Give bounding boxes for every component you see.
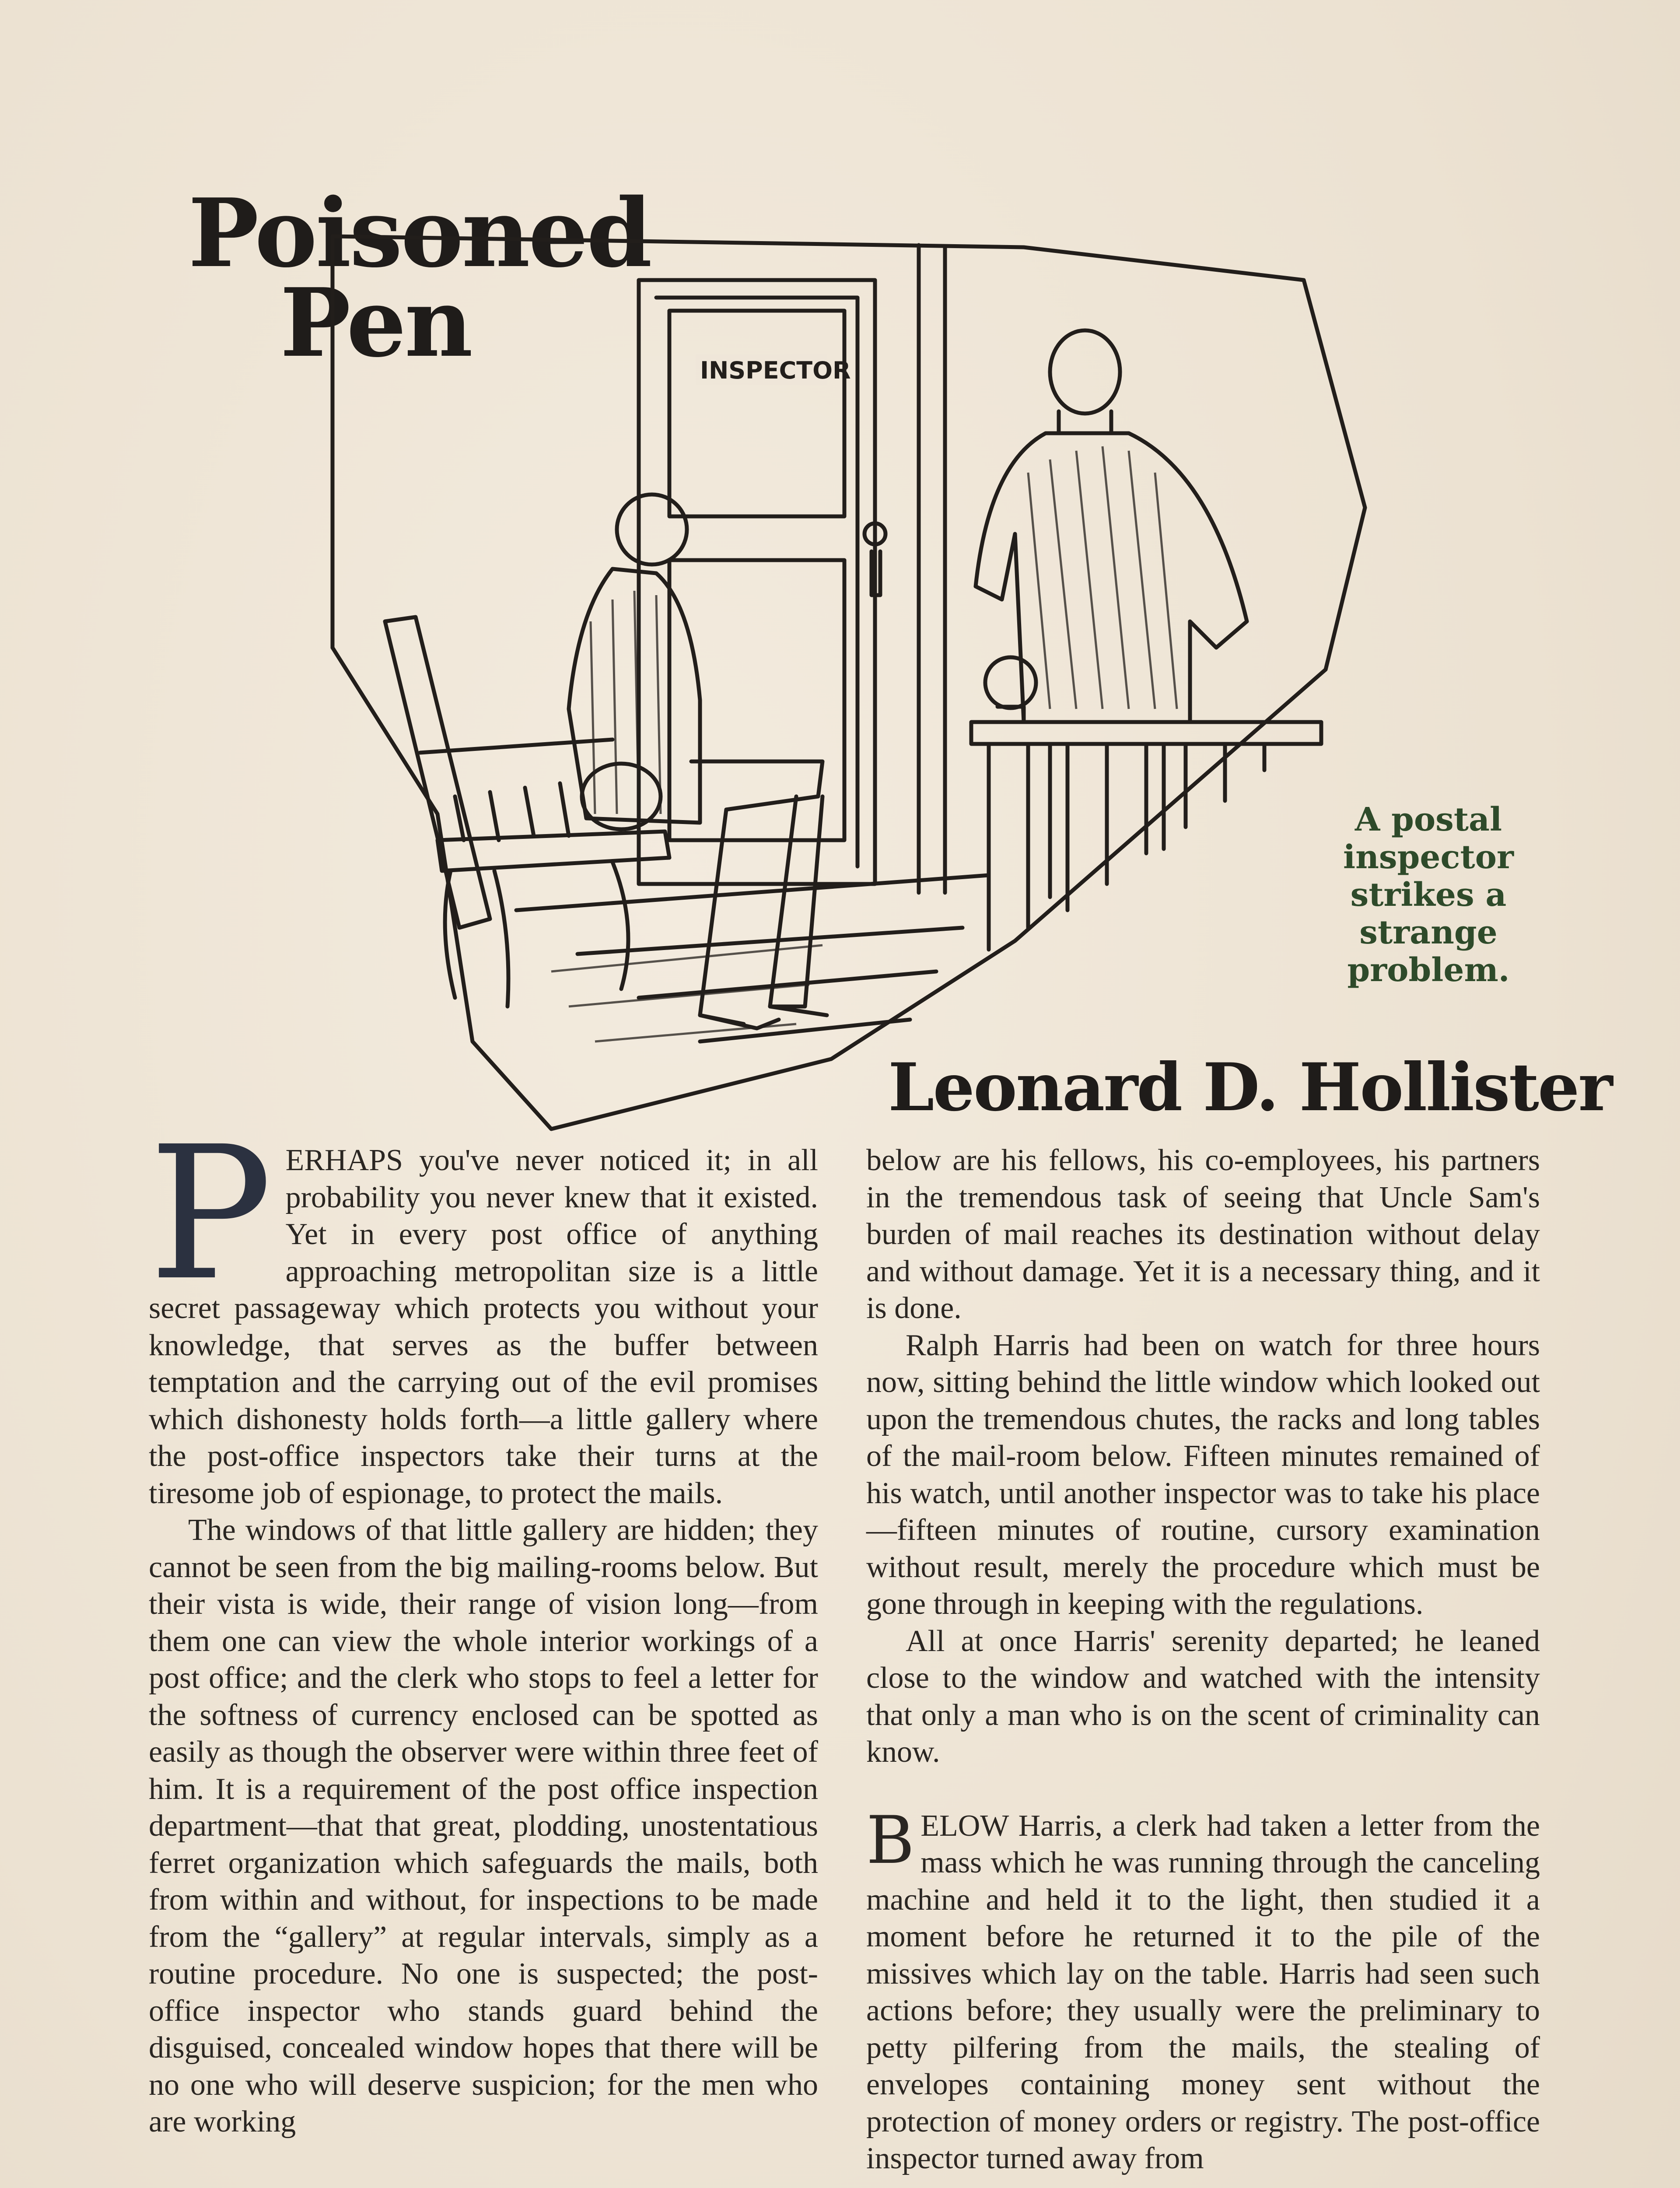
caption-line: A postal bbox=[1354, 801, 1502, 838]
paragraph bbox=[866, 1802, 1540, 2177]
author-byline: Leonard D. Hollister bbox=[888, 1049, 1612, 1126]
caption-line: inspector bbox=[1343, 838, 1514, 876]
paragraph-text: ELOW Harris, a clerk had taken a letter from the mass which he was running through the canceling machine and held it to the light, then studied it a moment before he returned it to the pile of the missives which lay on the table. Harris had seen such actions before; they usually were the preliminary to petty pilfering from the mails, the stealing of envelopes containing money sent without the protection of money orders or registry. The post-office inspector turned away from bbox=[866, 1809, 1540, 2175]
title-line-1: Poisoned bbox=[188, 178, 651, 288]
stair-railing bbox=[971, 722, 1321, 744]
paragraph: All at once Harris' serenity departed; he leaned close to the window and watched with the intensity that only a man who is on the scent of criminality can know. bbox=[866, 1624, 1540, 1769]
caption-line: strange bbox=[1359, 914, 1498, 951]
right-text-column bbox=[866, 1142, 1540, 2177]
caption-line: problem. bbox=[1347, 951, 1510, 989]
story-caption bbox=[1326, 801, 1531, 989]
caption-line: strikes a bbox=[1350, 876, 1507, 914]
paragraph: Ralph Harris had been on watch for three hours now, sitting behind the little window which looked out upon the tremendous chutes, the racks and long tables of the mail-room below. Fifteen minutes remained of his watch, until another inspector was to take his place—fifteen minutes of routine, cursory examination without result, merely the procedure which must be gone through in keeping with the regulations. bbox=[866, 1328, 1540, 1621]
chair bbox=[385, 617, 490, 928]
paragraph: below are his fellows, his co-employees, his partners in the tremendous task of seeing that Uncle Sam's burden of mail reaches its destination without delay and without damage. Yet it is a necessary thing, and it is done. bbox=[866, 1143, 1540, 1325]
paragraph: The windows of that little gallery are hidden; they cannot be seen from the big mailing-rooms below. But their vista is wide, their range of vision long—from them one can view the whole interior workings of a post office; and the clerk who stops to feel a letter for the softness of currency enclosed can be spotted as easily as though the observer were within three feet of him. It is a requirement of the post office inspection department—that that great, plodding, unostentatious ferret organization which safeguards the mails, both from within and without, for inspections to be made from the “gallery” at regular intervals, simply as a routine procedure. No one is suspected; the post-office inspector who stands guard behind the disguised, concealed window hopes that there will be no one who will deserve suspicion; for the men who are working bbox=[149, 1513, 818, 2139]
paragraph bbox=[149, 1107, 818, 1512]
left-text-column bbox=[149, 1107, 818, 2141]
standing-man-head bbox=[1050, 330, 1120, 414]
drop-cap: P bbox=[149, 1107, 273, 1321]
paragraph-text: ERHAPS you've never noticed it; in all probability you never knew that it existed. Yet in every post office of anything approaching metropolitan size is a little secret passageway which protects you without your knowledge, that serves as the buffer between temptation and the carrying out of the evil promises which dishonesty holds forth—a little gallery where the post-office inspectors take their turns at the tiresome job of espionage, to protect the mails. bbox=[149, 1143, 818, 1510]
story-illustration bbox=[306, 228, 1378, 1138]
standing-man-body bbox=[976, 433, 1247, 722]
title-line-2: Pen bbox=[280, 267, 472, 378]
seated-man-head bbox=[617, 494, 687, 565]
door-sign: INSPECTOR bbox=[700, 357, 851, 384]
drop-cap: B bbox=[866, 1802, 915, 1879]
